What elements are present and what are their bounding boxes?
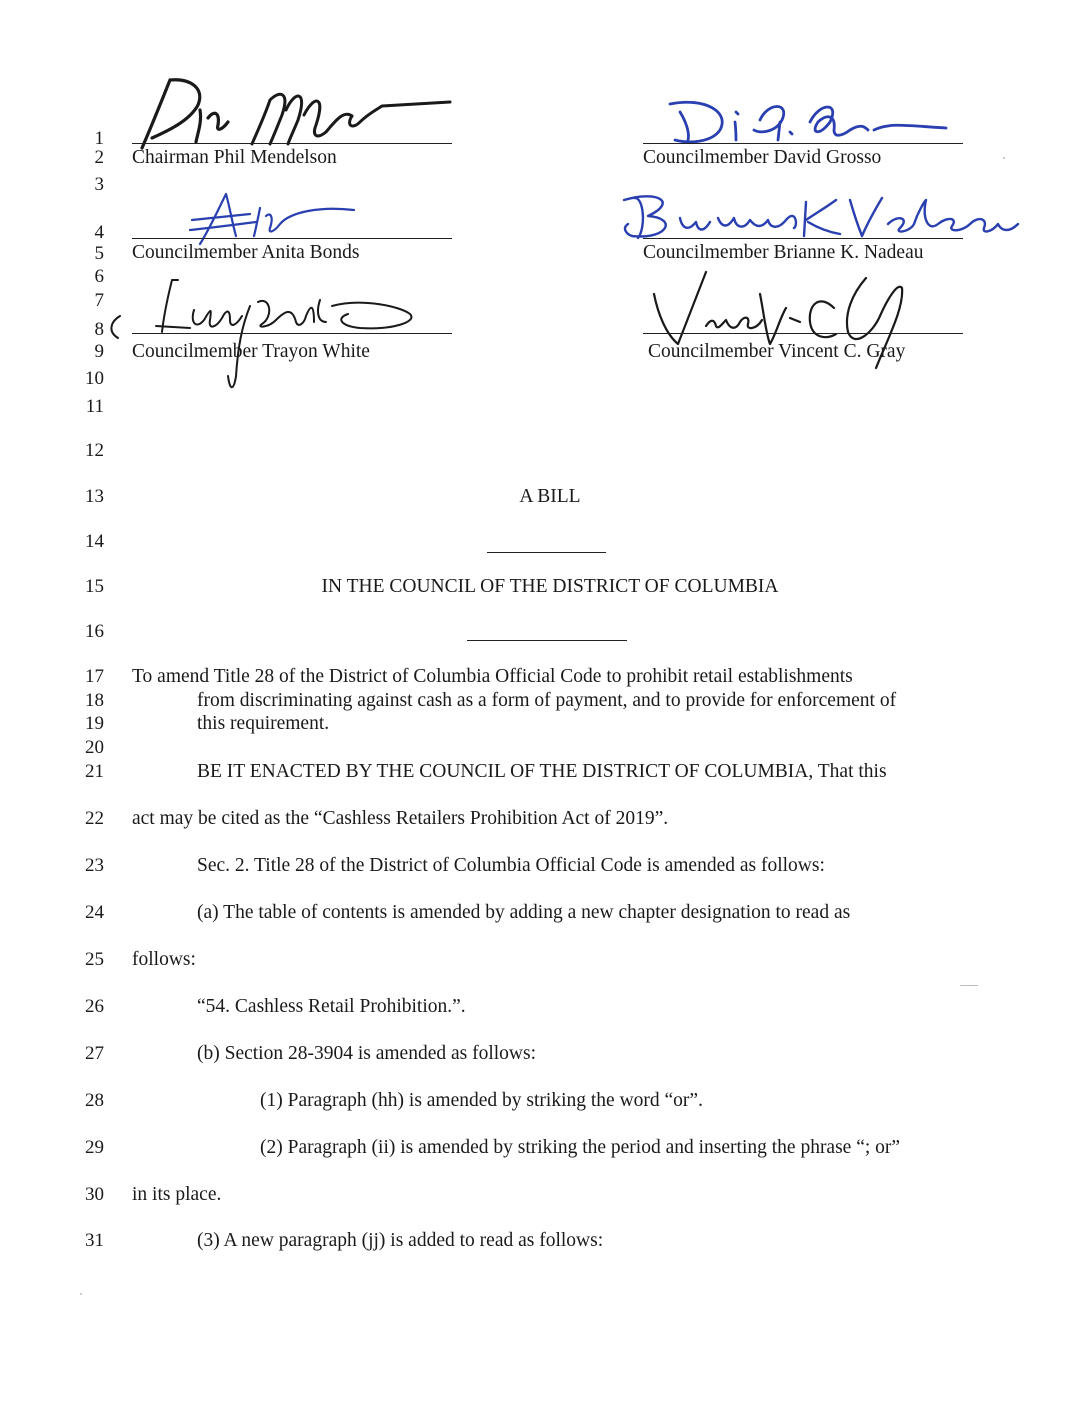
- line-number: 27: [85, 1043, 104, 1064]
- bill-heading: A BILL: [519, 486, 581, 507]
- signature-line: [132, 333, 452, 334]
- line-number: 10: [85, 368, 104, 389]
- enacting-clause: BE IT ENACTED BY THE COUNCIL OF THE DISTRICT OF COLUMBIA, That this: [197, 761, 887, 782]
- line-number: 23: [85, 855, 104, 876]
- line-number: 3: [94, 174, 104, 195]
- signer-name: Councilmember Trayon White: [132, 341, 370, 362]
- line-number: 2: [94, 147, 104, 168]
- line-number: 5: [94, 243, 104, 264]
- line-number: 29: [85, 1137, 104, 1158]
- line-number: 19: [85, 713, 104, 734]
- signature-line: [132, 238, 452, 239]
- heading-rule: [467, 640, 627, 641]
- line-number: 7: [94, 290, 104, 311]
- line-number: 13: [85, 486, 104, 507]
- signature-bonds: [170, 188, 370, 248]
- scan-speck: [1003, 157, 1005, 159]
- signature-mendelson: [130, 70, 460, 150]
- line-number: 26: [85, 996, 104, 1017]
- subsection-a: (a) The table of contents is amended by adding a new chapter designation to read as: [197, 902, 851, 923]
- scan-speck: [80, 1293, 82, 1295]
- signature-line: [643, 333, 963, 334]
- heading-rule: [487, 552, 606, 553]
- line-number: 24: [85, 902, 104, 923]
- line-number: 1: [94, 128, 104, 149]
- line-number: 11: [85, 396, 104, 417]
- line-number: 15: [85, 576, 104, 597]
- line-number: 17: [85, 666, 104, 687]
- signer-name: Chairman Phil Mendelson: [132, 147, 337, 168]
- paragraph-2: (2) Paragraph (ii) is amended by striking the period and inserting the phrase “; or”: [260, 1137, 901, 1158]
- signature-line: [643, 143, 963, 144]
- signer-name: Councilmember David Grosso: [643, 147, 882, 168]
- line-number: 6: [94, 266, 104, 287]
- line-number: 22: [85, 808, 104, 829]
- signature-gray: [640, 264, 950, 384]
- scan-speck: [960, 985, 978, 986]
- signer-name: Councilmember Brianne K. Nadeau: [643, 242, 924, 263]
- title-line: this requirement.: [197, 713, 330, 734]
- line-number: 18: [85, 690, 104, 711]
- quoted-chapter: “54. Cashless Retail Prohibition.”.: [197, 996, 466, 1017]
- paragraph-3: (3) A new paragraph (jj) is added to read as follows:: [197, 1230, 604, 1251]
- signature-white: [100, 266, 430, 396]
- signer-name: Councilmember Anita Bonds: [132, 242, 360, 263]
- line-number: 8: [94, 319, 104, 340]
- line-number: 4: [94, 222, 104, 243]
- council-heading: IN THE COUNCIL OF THE DISTRICT OF COLUMBIA: [321, 576, 779, 597]
- line-number: 21: [85, 761, 104, 782]
- line-number: 31: [85, 1230, 104, 1251]
- line-number: 28: [85, 1090, 104, 1111]
- signer-name: Councilmember Vincent C. Gray: [648, 341, 906, 362]
- line-number: 9: [94, 341, 104, 362]
- signature-line: [643, 238, 963, 239]
- line-number: 16: [85, 621, 104, 642]
- line-number: 20: [85, 737, 104, 758]
- signature-line: [132, 143, 452, 144]
- enacting-clause: act may be cited as the “Cashless Retailers Prohibition Act of 2019”.: [132, 808, 669, 829]
- subsection-a: follows:: [132, 949, 196, 970]
- title-line: from discriminating against cash as a form of payment, and to provide for enforcement of: [197, 690, 897, 711]
- section-2: Sec. 2. Title 28 of the District of Columbia Official Code is amended as follows:: [197, 855, 825, 876]
- subsection-b: (b) Section 28-3904 is amended as follows:: [197, 1043, 537, 1064]
- paragraph-2: in its place.: [132, 1184, 222, 1205]
- paragraph-1: (1) Paragraph (hh) is amended by striking the word “or”.: [260, 1090, 703, 1111]
- signature-nadeau: [618, 188, 1038, 248]
- line-number: 12: [85, 440, 104, 461]
- title-line: To amend Title 28 of the District of Columbia Official Code to prohibit retail establishments: [132, 666, 853, 687]
- line-number: 30: [85, 1184, 104, 1205]
- line-number: 14: [85, 531, 104, 552]
- line-number: 25: [85, 949, 104, 970]
